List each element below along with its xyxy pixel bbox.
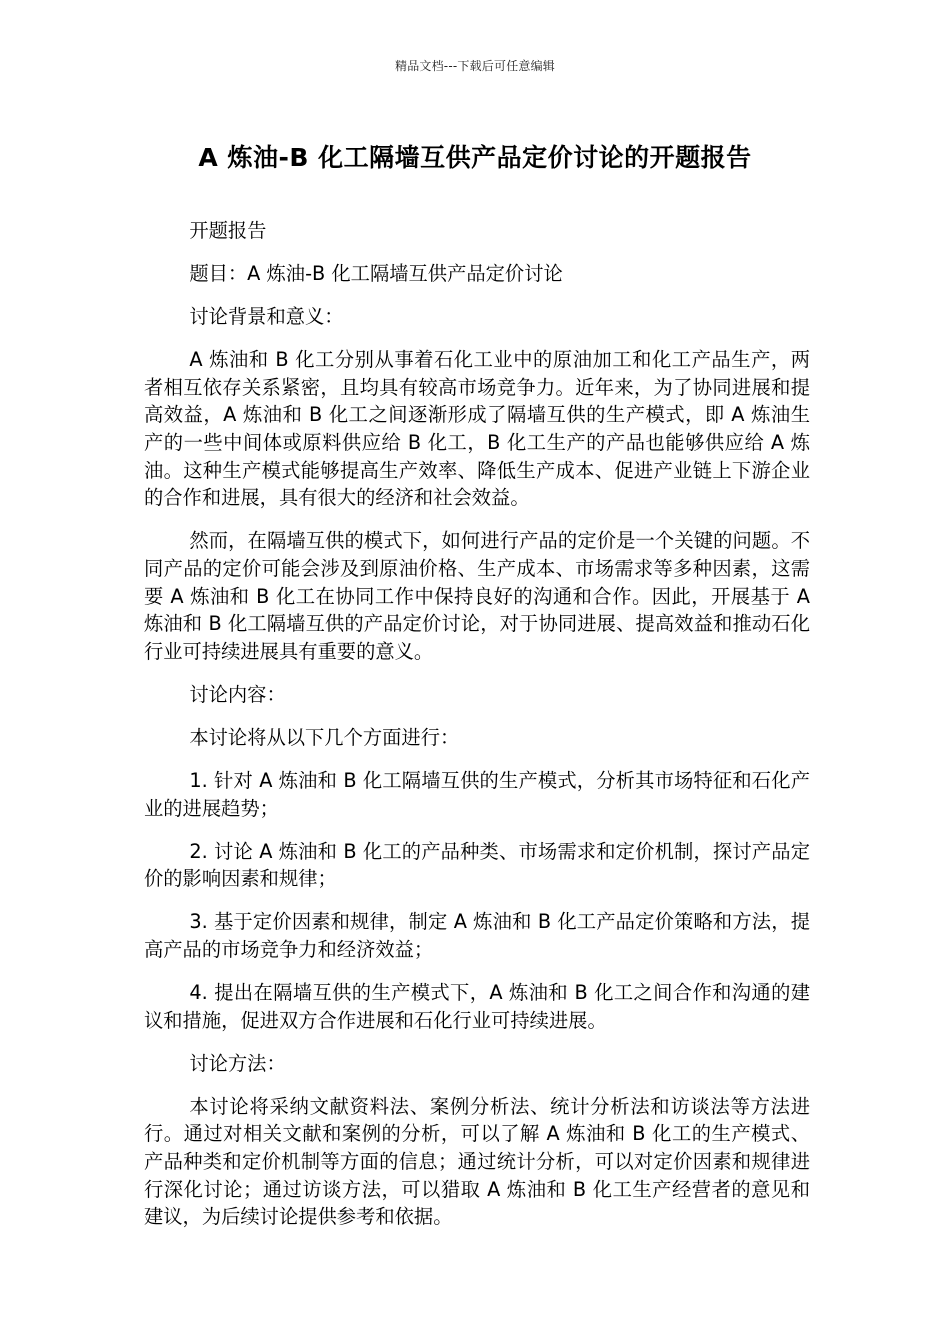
list-item-2: 2. 讨论 A 炼油和 B 化工的产品种类、市场需求和定价机制，探讨产品定价的影响因素和规律； [144, 839, 810, 891]
paragraph-content-intro: 本讨论将从以下几个方面进行： [189, 725, 460, 749]
section-heading-method: 讨论方法： [189, 1051, 286, 1075]
document-body [144, 217, 810, 1246]
section-heading-content: 讨论内容： [189, 682, 286, 706]
page-header: 精品文档---下载后可任意编辑 [395, 59, 555, 73]
paragraph-background-1: A 炼油和 B 化工分别从事着石化工业中的原油加工和化工产品生产，两者相互依存关系紧密，且均具有较高市场竞争力。近年来，为了协同进展和提高效益，A 炼油和 B 化工之间逐渐形成了隔墙互供的生产模式，即 A 炼油生产的一些中间体或原料供应给 B 化工，B 化工生产的产品也能够供应给 A 炼油。这种生产模式能够提高生产效率、降低生产成本、促进产业链上下游企业的合作和进展，具有很大的经济和社会效益。 [144, 348, 810, 510]
list-item-3: 3. 基于定价因素和规律，制定 A 炼油和 B 化工产品定价策略和方法，提高产品的市场竞争力和经济效益； [144, 910, 810, 961]
list-item-4: 4. 提出在隔墙互供的生产模式下，A 炼油和 B 化工之间合作和沟通的建议和措施，促进双方合作进展和石化行业可持续进展。 [144, 981, 810, 1032]
paragraph-background-2: 然而，在隔墙互供的模式下，如何进行产品的定价是一个关键的问题。不同产品的定价可能会涉及到原油价格、生产成本、市场需求等多种因素，这需要 A 炼油和 B 化工在协同工作中保持良好的沟通和合作。因此，开展基于 A 炼油和 B 化工隔墙互供的产品定价讨论，对于协同进展、提高效益和推动石化行业可持续进展具有重要的意义。 [144, 529, 810, 663]
section-heading-background: 讨论背景和意义： [189, 305, 344, 329]
paragraph-topic: 题目：A 炼油-B 化工隔墙互供产品定价讨论 [189, 262, 563, 286]
paragraph-heading-report: 开题报告 [189, 219, 267, 242]
list-item-1: 1. 针对 A 炼油和 B 化工隔墙互供的生产模式，分析其市场特征和石化产业的进展趋势； [144, 769, 810, 820]
paragraph-method: 本讨论将采纳文献资料法、案例分析法、统计分析法和访谈法等方法进行。通过对相关文献和案例的分析，可以了解 A 炼油和 B 化工的生产模式、产品种类和定价机制等方面的信息；通过统计分析，可以对定价因素和规律进行深化讨论；通过访谈方法，可以猎取 A 炼油和 B 化工生产经营者的意见和建议，为后续讨论提供参考和依据。 [144, 1094, 810, 1229]
document-title: A 炼油-B 化工隔墙互供产品定价讨论的开题报告 [198, 143, 752, 172]
